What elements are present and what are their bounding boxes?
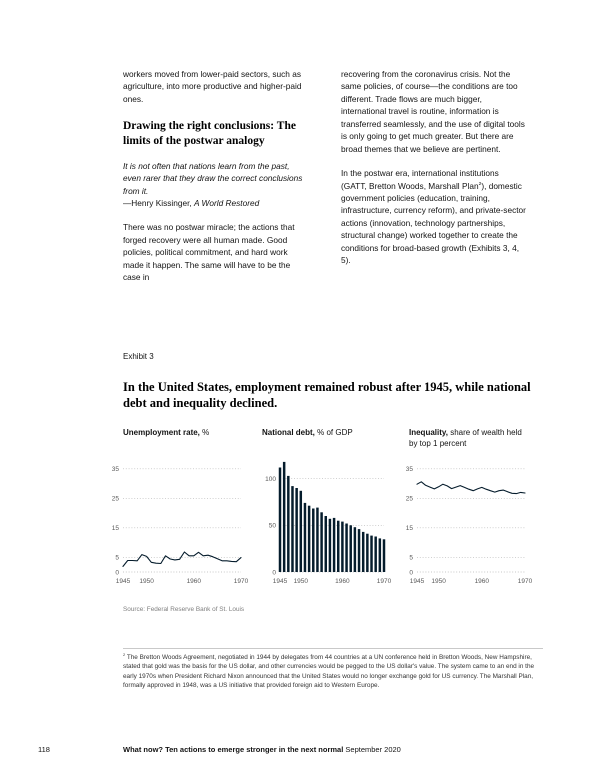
svg-text:1970: 1970 xyxy=(233,578,249,586)
national-debt-chart xyxy=(258,454,392,590)
quote-book-title: A World Restored xyxy=(194,197,260,208)
svg-text:1945: 1945 xyxy=(409,578,425,586)
svg-text:25: 25 xyxy=(405,495,413,503)
svg-text:1950: 1950 xyxy=(139,578,154,586)
body-text xyxy=(123,68,547,296)
paragraph: workers moved from lower-paid sectors, such as agriculture, into more productive and higher-paid ones. xyxy=(123,69,302,104)
svg-text:5: 5 xyxy=(409,554,413,562)
exhibit-label: Exhibit 3 xyxy=(123,351,154,361)
paragraph: recovering from the coronavirus crisis. Not the same policies, of course—the conditions are too different. Trade flows are much bigger, international travel is routine, information is transferred seamlessly, and the use of digital tools is only going to get much greater. But there are broad themes that we believe are pertinent. xyxy=(341,69,525,154)
svg-text:1945: 1945 xyxy=(272,578,288,586)
exhibit-3 xyxy=(111,351,547,614)
svg-text:15: 15 xyxy=(405,525,413,533)
footnote-area xyxy=(123,648,543,690)
svg-text:1950: 1950 xyxy=(293,578,309,586)
svg-text:0: 0 xyxy=(115,569,119,577)
svg-text:15: 15 xyxy=(111,525,119,533)
svg-text:1960: 1960 xyxy=(186,578,202,586)
national-debt-title: National debt, % of GDP xyxy=(262,428,353,438)
exhibit-title: In the United States, employment remained robust after 1945, while national debt and inequality declined. xyxy=(123,379,531,411)
national-debt-panel xyxy=(258,428,392,590)
left-column xyxy=(123,68,308,296)
source-line: Source: Federal Reserve Bank of St. Louis xyxy=(123,606,245,614)
unemployment-rate-chart xyxy=(107,454,249,590)
svg-text:1970: 1970 xyxy=(376,578,392,586)
svg-text:100: 100 xyxy=(265,476,276,484)
footnote-marker: 2 xyxy=(123,652,126,657)
quote-text: It is not often that nations learn from the past, even rarer that they draw the correct conclusions from it. xyxy=(123,160,303,196)
unemployment-rate-panel xyxy=(107,428,249,590)
svg-text:35: 35 xyxy=(405,466,413,474)
footer-title: What now? Ten actions to emerge stronger in the next normal September 2020 xyxy=(123,745,401,754)
inequality-title: Inequality, share of wealth held by top 1 percent xyxy=(409,428,522,448)
pull-quote xyxy=(123,160,308,210)
svg-text:35: 35 xyxy=(111,466,119,474)
inequality-panel xyxy=(401,428,533,590)
svg-text:25: 25 xyxy=(111,495,119,503)
unemployment-rate-title: Unemployment rate, % xyxy=(123,428,210,438)
svg-text:1970: 1970 xyxy=(517,578,533,586)
svg-text:1950: 1950 xyxy=(431,578,446,586)
footnote-rule xyxy=(123,648,543,649)
inequality-chart xyxy=(401,454,533,590)
svg-text:5: 5 xyxy=(115,554,119,562)
footnote: $^2$ The Bretton Woods Agreement, negotiated in 1944 by delegates from 44 countries at a UN conference held in Bretton Woods, New Hampshire, stated that gold was the basis for the US dollar, and other currencies would be pegged to the US dollar's value. The system came to an end in the early 1970s when President Richard Nixon announced that the United States would no longer exchange gold for US currency. The Marshall Plan, formally approved in 1948, was a US initiative that provided foreign aid to Western Europe. xyxy=(123,652,535,689)
svg-text:0: 0 xyxy=(272,569,276,577)
svg-text:0: 0 xyxy=(409,569,413,577)
svg-text:1960: 1960 xyxy=(474,578,490,586)
svg-text:1960: 1960 xyxy=(335,578,350,586)
paragraph: There was no postwar miracle; the actions that forged recovery were all human made. Good policies, political commitment, and hard work made it happen. The same will have to be the case in xyxy=(123,222,295,283)
charts-row xyxy=(107,428,547,590)
page-content xyxy=(111,68,547,614)
right-column xyxy=(341,68,526,296)
section-heading: Drawing the right conclusions: The limits of the postwar analogy xyxy=(123,120,296,148)
footnote-reference: 2 xyxy=(478,180,482,187)
svg-text:1945: 1945 xyxy=(115,578,131,586)
svg-text:50: 50 xyxy=(268,522,276,530)
quote-attribution: —Henry Kissinger, xyxy=(123,197,195,208)
paragraph: In the postwar era, international institutions (GATT, Bretton Woods, Marshall Plan$^2$), domestic government policies (education, training, infrastructure, currency reform), and private-sector actions (innovation, technology partnerships, structural change) worked together to create the conditions for broad-based growth (Exhibits 3, 4, 5). xyxy=(341,168,526,266)
page-number: 118 xyxy=(38,745,50,754)
